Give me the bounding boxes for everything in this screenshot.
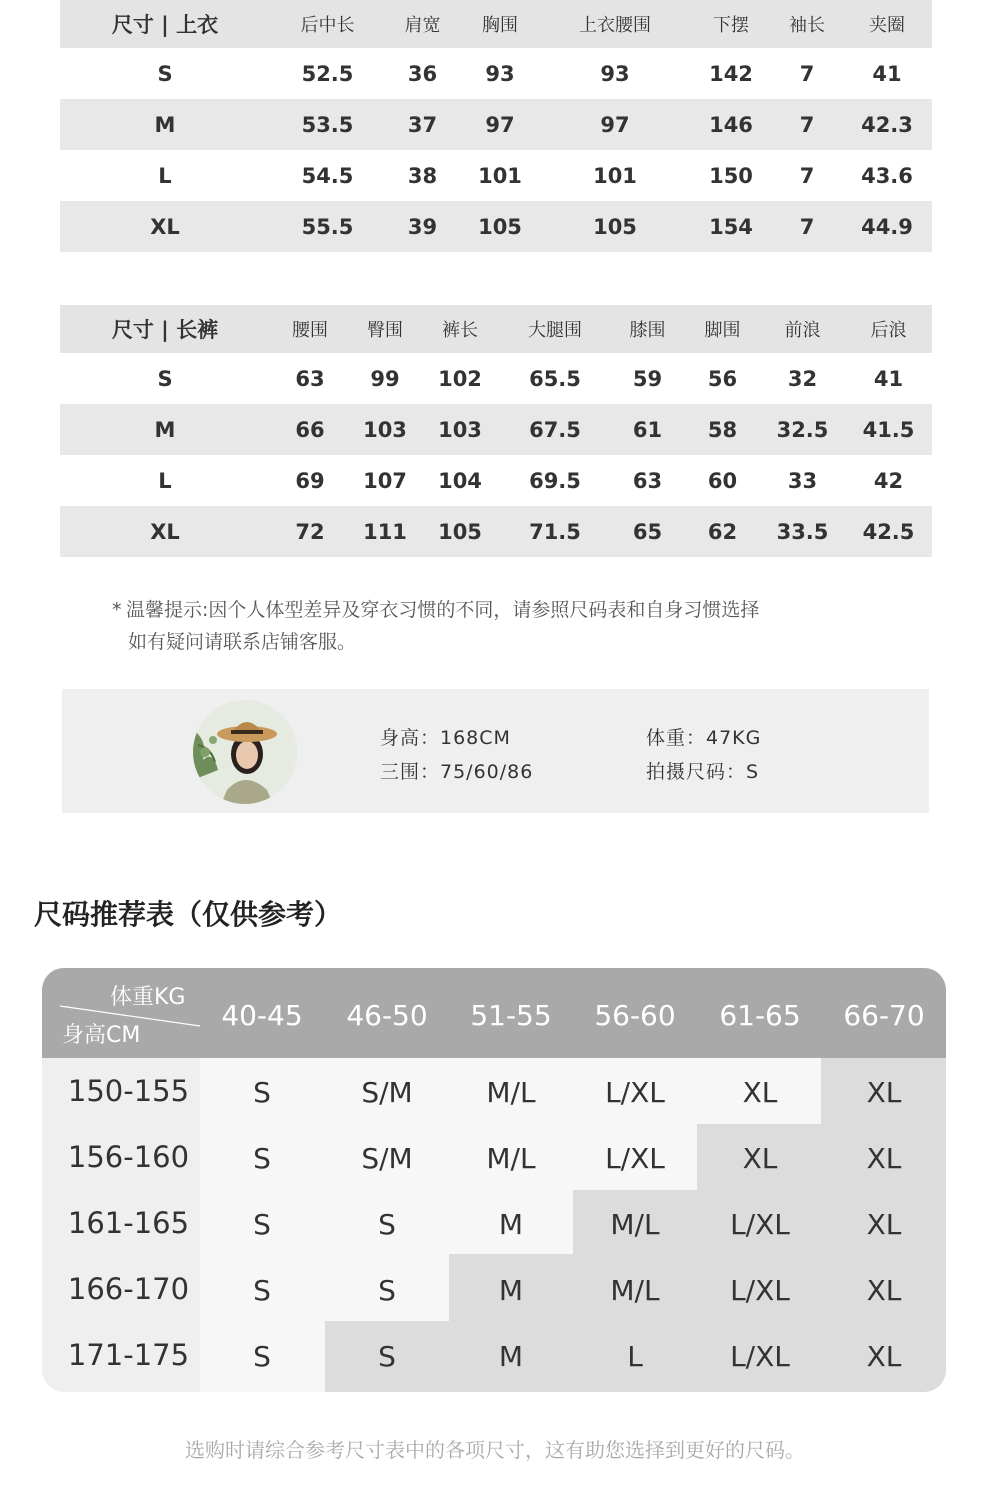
table-cell: 111 [363, 519, 407, 544]
header-cell: 上衣腰围 [579, 15, 651, 36]
table-row [60, 404, 932, 455]
table-cell: 146 [709, 112, 753, 137]
table-cell: 58 [707, 417, 738, 442]
table-row [60, 201, 932, 252]
header-cell: 臀围 [367, 320, 403, 341]
size-cell: XL [150, 214, 180, 239]
table-cell: 42 [873, 468, 904, 493]
table-cell: 42.5 [862, 519, 915, 544]
height-label: 166-170 [67, 1272, 190, 1306]
model-weight: 体重：47KG [646, 727, 762, 749]
table-cell: 52.5 [301, 61, 354, 86]
table-cell: 104 [438, 468, 482, 493]
table-cell: 37 [407, 112, 438, 137]
size-cell: XL [866, 1142, 902, 1175]
table-cell: 103 [438, 417, 482, 442]
table-cell: 43.6 [861, 163, 913, 188]
table-cell: 99 [370, 366, 400, 391]
pants-size-table [60, 305, 932, 557]
table-row [60, 353, 932, 404]
table-cell: 63 [295, 366, 325, 391]
table-cell: 61 [632, 417, 663, 442]
table-row [60, 150, 932, 201]
footer-note: 选购时请综合参考尺寸表中的各项尺寸，这有助您选择到更好的尺码。 [185, 1438, 805, 1462]
size-cell: S [378, 1274, 396, 1307]
size-cell: S [157, 61, 173, 86]
header-cell: 尺寸 | 上衣 [111, 13, 219, 37]
table-cell: 7 [799, 214, 815, 239]
weight-header: 56-60 [594, 999, 676, 1032]
size-cell: M [498, 1274, 524, 1307]
height-label: 171-175 [67, 1338, 190, 1372]
table-cell: 67.5 [529, 417, 581, 442]
size-cell: XL [866, 1208, 902, 1241]
table-cell: 39 [407, 214, 438, 239]
corner-height-label: 身高CM [62, 1023, 141, 1048]
header-cell: 后浪 [870, 320, 907, 341]
table-cell: 101 [593, 163, 637, 188]
table-cell: 93 [485, 61, 515, 86]
header-cell: 袖长 [789, 15, 825, 36]
size-cell: L/XL [730, 1208, 790, 1241]
size-cell: XL [866, 1076, 902, 1109]
size-cell: S [253, 1076, 271, 1109]
table-cell: 62 [707, 519, 738, 544]
table-cell: 142 [709, 61, 753, 86]
table-row [60, 48, 932, 99]
size-cell: S [157, 366, 173, 391]
table-row [60, 455, 932, 506]
table-cell: 7 [799, 61, 815, 86]
table-cell: 105 [438, 519, 482, 544]
header-cell: 腰围 [292, 320, 328, 341]
size-cell: M/L [610, 1274, 660, 1307]
size-cell: S/M [361, 1142, 413, 1175]
table-cell: 107 [363, 468, 407, 493]
table-cell: 97 [485, 112, 515, 137]
size-cell: S/M [361, 1076, 413, 1109]
size-cell: S [253, 1340, 271, 1373]
size-cell: S [253, 1274, 271, 1307]
size-cell: M [498, 1340, 524, 1373]
header-cell: 夹圈 [869, 15, 905, 36]
table-cell: 41 [873, 366, 904, 391]
header-cell: 裤长 [442, 320, 478, 341]
model-avatar [193, 700, 297, 804]
size-cell: M/L [486, 1142, 536, 1175]
size-cell: XL [742, 1076, 778, 1109]
table-cell: 56 [707, 366, 738, 391]
table-cell: 33 [787, 468, 818, 493]
recommendation-header [42, 968, 946, 1058]
table-cell: 69 [295, 468, 325, 493]
size-cell: XL [866, 1274, 902, 1307]
table-cell: 54.5 [301, 163, 354, 188]
size-cell: M [154, 112, 176, 137]
size-cell: S [253, 1142, 271, 1175]
table-row [60, 506, 932, 557]
size-cell: XL [866, 1340, 902, 1373]
table-cell: 65.5 [529, 366, 581, 391]
table-cell: 154 [709, 214, 753, 239]
header-cell: 大腿围 [528, 320, 582, 341]
header-cell: 前浪 [784, 320, 821, 341]
weight-header: 61-65 [719, 999, 801, 1032]
recommendation-title: 尺码推荐表（仅供参考） [34, 898, 343, 931]
table-cell: 41 [872, 61, 902, 86]
table-cell: 66 [295, 417, 325, 442]
table-cell: 72 [295, 519, 325, 544]
header-cell: 肩宽 [404, 15, 441, 36]
header-cell: 下摆 [713, 15, 749, 36]
corner-cell [42, 968, 200, 1058]
size-cell: S [378, 1340, 396, 1373]
table-cell: 102 [438, 366, 482, 391]
tip-line-2: 如有疑问请联系店铺客服。 [128, 631, 357, 653]
table-cell: 36 [407, 61, 438, 86]
table-cell: 41.5 [862, 417, 915, 442]
table-cell: 42.3 [861, 112, 913, 137]
weight-header: 51-55 [470, 999, 552, 1032]
table-cell: 32.5 [776, 417, 829, 442]
size-cell: L/XL [605, 1142, 665, 1175]
table-cell: 69.5 [529, 468, 581, 493]
header-cell: 尺寸 | 长裤 [111, 318, 219, 342]
header-cell: 后中长 [300, 15, 355, 36]
weight-header: 40-45 [221, 999, 303, 1032]
table-cell: 32 [787, 366, 818, 391]
model-measurements: 三围：75/60/86 [380, 761, 534, 783]
table-cell: 150 [709, 163, 753, 188]
table-cell: 63 [632, 468, 663, 493]
size-cell: L/XL [730, 1274, 790, 1307]
size-cell: XL [742, 1142, 778, 1175]
table-header [60, 305, 932, 353]
model-info-card [62, 689, 929, 813]
table-cell: 55.5 [301, 214, 354, 239]
table-cell: 53.5 [301, 112, 354, 137]
weight-header: 46-50 [346, 999, 428, 1032]
size-cell: M [498, 1208, 524, 1241]
corner-weight-label: 体重KG [110, 985, 186, 1010]
header-cell: 膝围 [629, 320, 666, 341]
table-cell: 7 [799, 112, 815, 137]
tops-size-table [60, 0, 932, 252]
table-cell: 7 [799, 163, 815, 188]
size-cell: S [378, 1208, 396, 1241]
height-label: 150-155 [67, 1074, 190, 1108]
size-cell: L/XL [605, 1076, 665, 1109]
table-cell: 59 [632, 366, 663, 391]
height-label: 156-160 [67, 1140, 190, 1174]
size-cell: M/L [486, 1076, 536, 1109]
table-cell: 103 [363, 417, 407, 442]
table-cell: 38 [407, 163, 438, 188]
tip-line-1: 温馨提示:因个人体型差异及穿衣习惯的不同，请参照尺码表和自身习惯选择 [126, 599, 760, 621]
size-cell: M/L [610, 1208, 660, 1241]
table-cell: 65 [632, 519, 663, 544]
table-cell: 44.9 [861, 214, 913, 239]
table-cell: 60 [707, 468, 738, 493]
table-header [60, 0, 932, 48]
table-cell: 93 [600, 61, 630, 86]
table-cell: 101 [478, 163, 522, 188]
size-cell: S [253, 1208, 271, 1241]
size-cell: M [154, 417, 176, 442]
header-cell: 胸围 [482, 15, 518, 36]
table-row [60, 99, 932, 150]
size-cell: L/XL [730, 1340, 790, 1373]
table-cell: 105 [478, 214, 522, 239]
table-cell: 105 [593, 214, 637, 239]
table-cell: 33.5 [776, 519, 829, 544]
weight-header: 66-70 [843, 999, 925, 1032]
table-cell: 97 [600, 112, 630, 137]
tip-star: * [112, 599, 122, 621]
model-shoot-size: 拍摄尺码：S [646, 761, 760, 783]
size-cell: L [158, 468, 172, 493]
size-cell: L [158, 163, 172, 188]
table-cell: 71.5 [529, 519, 581, 544]
header-cell: 脚围 [704, 320, 741, 341]
sizing-tip [112, 594, 759, 658]
height-label: 161-165 [67, 1206, 190, 1240]
size-cell: XL [150, 519, 180, 544]
size-recommendation-table [42, 968, 946, 1392]
size-cell: L [627, 1340, 643, 1373]
model-height: 身高：168CM [380, 727, 511, 749]
